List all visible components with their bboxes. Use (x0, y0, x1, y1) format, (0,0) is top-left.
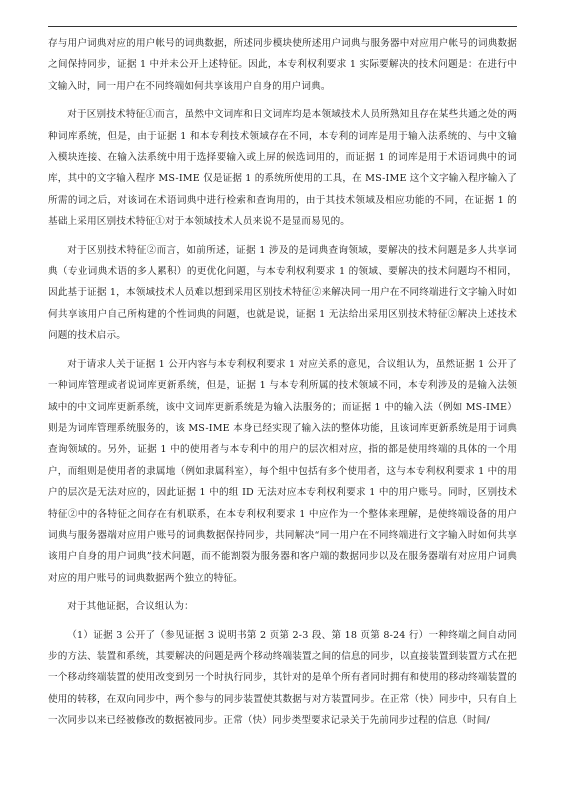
paragraph-5: 对于其他证据，合议组认为： (67, 601, 194, 613)
header-rule (48, 26, 517, 27)
paragraph-3: 对于区别技术特征②而言，如前所述，证据 1 涉及的是词典查询领域，要解决的技术问题是多人共享词典（专业词典术语的多人累积）的更优化问题，与本专利权利要求 1 的领域、要解决的技术问题均不相同，因此基于证据 1，本领域技术人员难以想到采用区别技术特征②来解决同一用户在不同终端进行文字输入时如何共享该用户自己所构建的个性词典的问题，也就是说，证据 1 无法给出采用区别技术特征②解决上述技术问题的技术启示。 (48, 244, 517, 342)
paragraph-4: 对于请求人关于证据 1 公开内容与本专利权利要求 1 对应关系的意见，合议组认为，虽然证据 1 公开了一种词库管理或者说词库更新系统，但是，证据 1 与本专利所属的技术领域不同，本专利涉及的是输入法领域中的中文词库更新系统，该中文词库更新系统是为输入法服务的；而证据 1 中的输入法（例如 MS-IME）则是为词库管理系统服务的，该 MS-IME 本身已经实现了输入法的整体功能，且该词库更新系统是用于词典查询领域的。另外，证据 1 中的使用者与本专利中的用户的层次相对应，指的都是使用终端的具体的一个用户，而组则是使用者的隶属地（例如隶属科室），每个组中包括有多个使用者，这与本专利权利要求 1 中的用户的层次是无法对应的，因此证据 1 中的组 ID 无法对应本专利权利要求 1 中的用户账号。同时，区别技术特征②中的各特征之间存在有机联系，在本专利权利要求 1 中应作为一个整体来理解，是使终端设备的用户词典与服务器端对应用户账号的词典数据保持同步，共同解决“同一用户在不同终端进行文字输入时如何共享该用户自身的用户词典”技术问题，而不能割裂为服务器和客户端的数据同步以及在服务器端有对应用户词典对应的用户账号的词典数据两个独立的特征。 (48, 358, 517, 584)
paragraph-1: 存与用户词典对应的用户帐号的词典数据，所述同步模块使所述用户词典与服务器中对应用户帐号的词典数据之间保持同步，证据 1 中并未公开上述特征。因此，本专利权利要求 1 实际要解决的技术问题是：在进行中文输入时，同一用户在不同终端如何共享该用户自身的用户词典。 (48, 38, 517, 92)
paragraph-6: （1）证据 3 公开了（参见证据 3 说明书第 2 页第 2-3 段、第 18 页第 8-24 行）一种终端之间自动同步的方法、装置和系统，其要解决的问题是两个移动终端装置之间的信息的同步，以直接装置到装置方式在把一个移动终端装置的使用改变到另一个时执行同步，其针对的是单个所有者同时拥有和使用的移动终端装置的使用的转移，在双向同步中，两个参与的同步装置使其数据与对方装置同步。在正常（快）同步中，只有自上一次同步以来已经被修改的数据被同步。正常（快）同步类型要求记录关于先前同步过程的信息（时间/ (48, 629, 517, 727)
paragraph-2: 对于区别技术特征①而言，虽然中文词库和日文词库均是本领域技术人员所熟知且存在某些共通之处的两种词库系统，但是，由于证据 1 和本专利技术领域存在不同，本专利的词库是用于输入法系统的、与中文输入模块连接、在输入法系统中用于选择要输入或上屏的候选词用的，而证据 1 的词库是用于术语词典中的词库，其中的文字输入程序 MS-IME 仅是证据 1 的系统所使用的工具，在 MS-IME 这个文字输入程序输入了所需的词之后，对该词在术语词典中进行检索和查询用的，由于其技术领域及相应功能的不同，在证据 1 的基础上采用区别技术特征①对于本领域技术人员来说不是显而易见的。 (48, 109, 517, 228)
